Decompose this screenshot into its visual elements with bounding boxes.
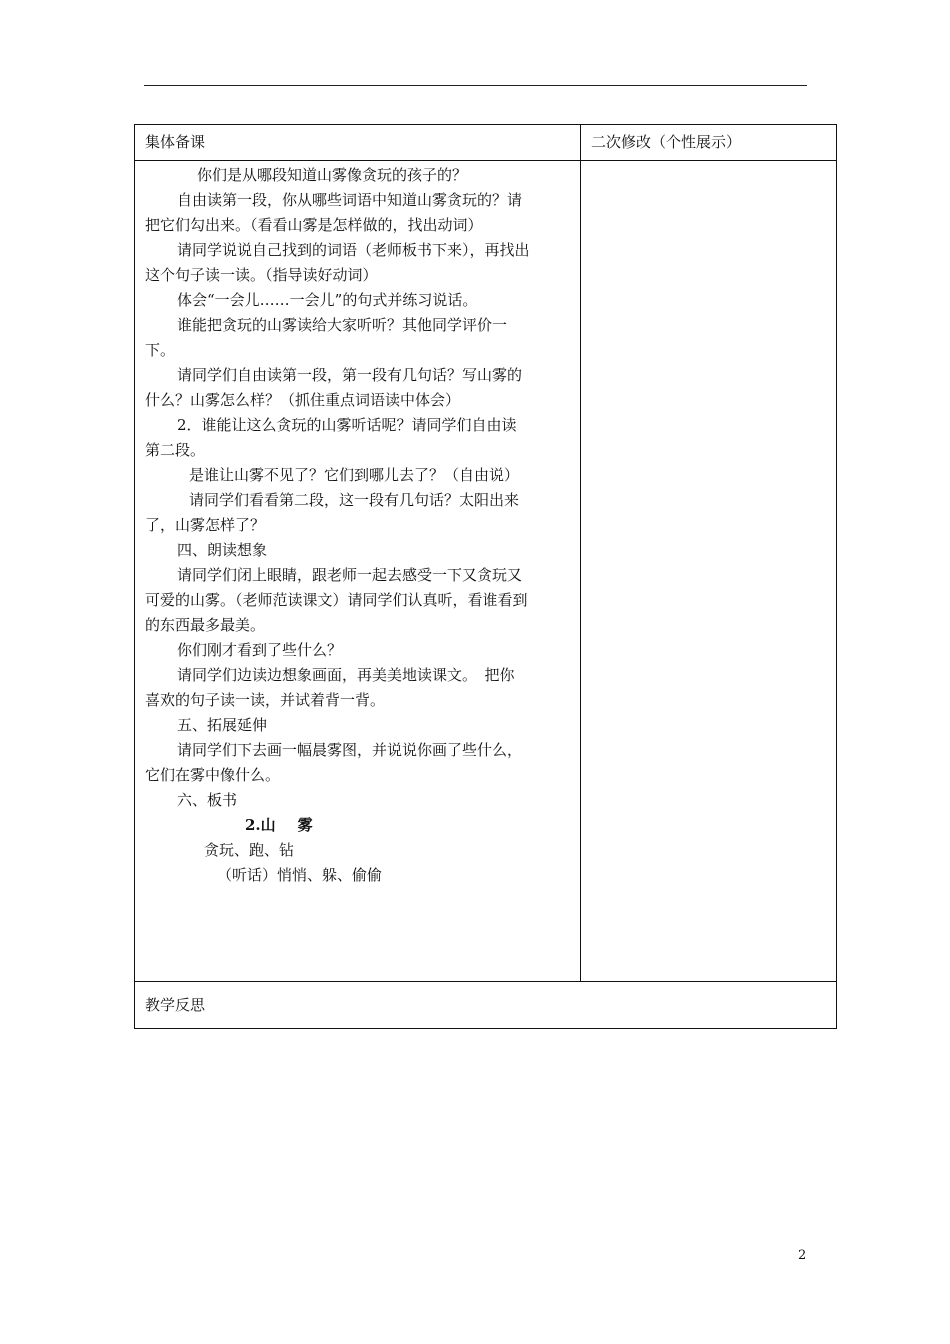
collective-prep-header: 集体备课 [135, 125, 581, 161]
text-line: 2．谁能让这么贪玩的山雾听话呢？请同学们自由读 [177, 416, 517, 434]
board-title-word: 雾 [297, 816, 313, 834]
collective-prep-content [135, 161, 581, 982]
table-header-row [135, 125, 837, 161]
lesson-text [135, 161, 580, 888]
text-line: 请同学们下去画一幅晨雾图，并说说你画了些什么， [177, 741, 523, 759]
text-line: 什么？山雾怎么样？（抓住重点词语读中体会） [145, 391, 461, 409]
text-line: 是谁让山雾不见了？它们到哪儿去了？（自由说） [189, 466, 520, 484]
text-line: 这个句子读一读。（指导读好动词） [145, 266, 378, 284]
board-title-num: 2.山 [245, 816, 276, 834]
text-line: 喜欢的句子读一读，并试着背一背。 [145, 691, 386, 709]
revision-content [581, 161, 837, 982]
page-number: 2 [798, 1248, 807, 1263]
text-line: 把它们勾出来。（看看山雾是怎样做的，找出动词） [145, 216, 483, 234]
text-line: 的东西最多最美。 [145, 616, 266, 634]
table-body-row [135, 161, 837, 982]
text-line: 谁能把贪玩的山雾读给大家听听？其他同学评价一 [177, 316, 508, 334]
board-line: 贪玩、跑、钻 [204, 841, 295, 859]
reflection-row [135, 982, 837, 1029]
text-line: 请同学们边读边想象画面，再美美地读课文。 把你 [177, 666, 515, 684]
text-line: 它们在雾中像什么。 [145, 766, 281, 784]
lesson-plan-table [134, 124, 837, 1029]
section-heading: 四、朗读想象 [177, 541, 268, 559]
text-line: 请同学们闭上眼睛，跟老师一起去感受一下又贪玩又 [177, 566, 523, 584]
teaching-reflection: 教学反思 [135, 982, 837, 1029]
text-line: 你们刚才看到了些什么？ [177, 641, 343, 659]
text-line: 了，山雾怎样了？ [145, 516, 266, 534]
text-line: 自由读第一段，你从哪些词语中知道山雾贪玩的？请 [177, 191, 523, 209]
section-heading: 六、板书 [177, 791, 238, 809]
revision-header: 二次修改（个性展示） [581, 125, 837, 161]
board-line: （听话）悄悄、躲、偷偷 [217, 866, 383, 884]
header-rule [144, 85, 807, 86]
board-title [145, 813, 572, 838]
text-line: 请同学们自由读第一段，第一段有几句话？写山雾的 [177, 366, 523, 384]
section-heading: 五、拓展延伸 [177, 716, 268, 734]
text-line: 第二段。 [145, 441, 206, 459]
text-line: 体会“一会儿……一会儿”的句式并练习说话。 [177, 291, 478, 309]
text-line: 你们是从哪段知道山雾像贪玩的孩子的？ [197, 166, 468, 184]
text-line: 下。 [145, 341, 176, 359]
text-line: 请同学说说自己找到的词语（老师板书下来），再找出 [177, 241, 530, 259]
text-line: 请同学们看看第二段，这一段有几句话？太阳出来 [189, 491, 520, 509]
text-line: 可爱的山雾。（老师范读课文）请同学们认真听，看谁看到 [145, 591, 528, 609]
